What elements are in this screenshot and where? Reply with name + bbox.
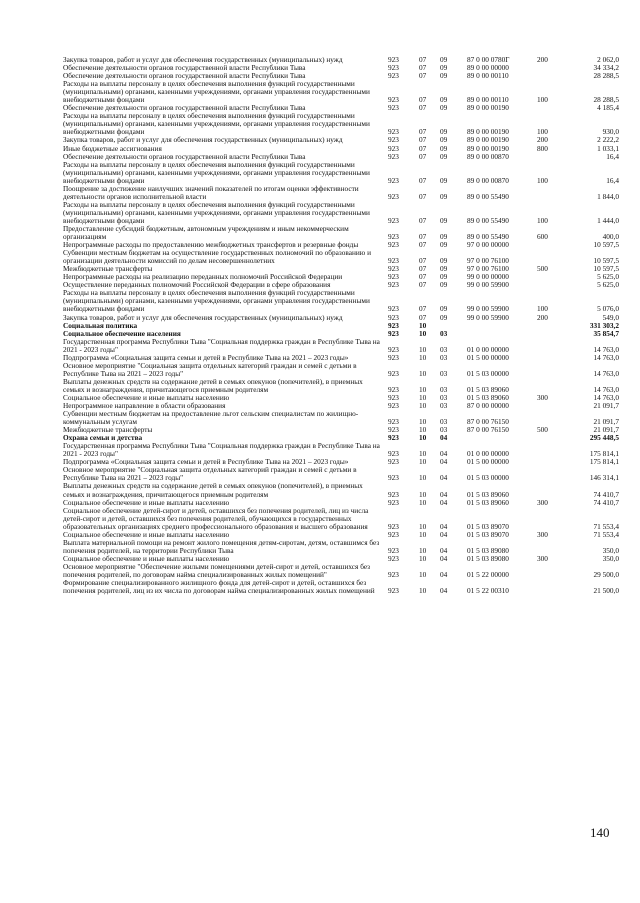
row-name: Непрограммное направление в области образования: [63, 401, 226, 411]
row-razdel: 10: [419, 425, 427, 435]
table-row: [63, 201, 619, 225]
row-sum: 74 410,7: [593, 497, 619, 507]
row-glava: 923: [388, 264, 399, 274]
row-name: Социальное обеспечение населения: [63, 328, 181, 338]
row-razdel: 07: [419, 127, 427, 137]
row-target-article: 89 0 00 00190: [467, 143, 509, 153]
row-target-article: 01 5 22 00000: [467, 570, 509, 579]
row-podrazdel: 04: [440, 570, 448, 579]
table-row: [63, 378, 619, 394]
row-razdel: 07: [419, 143, 427, 153]
row-podrazdel: 03: [440, 344, 448, 354]
row-razdel: 07: [419, 63, 427, 73]
row-name: Расходы на выплаты персоналу в целях обеспечения выполнения функций государственными (муниципальными) органами, казенными учреждениями, органами управления государственными внебюджетными фондами: [63, 111, 370, 137]
row-glava: 923: [388, 240, 399, 250]
row-razdel: 10: [419, 521, 427, 531]
row-sum: 21 500,0: [593, 586, 619, 596]
row-expense-type: 300: [537, 497, 548, 507]
row-sum: 34 334,2: [593, 63, 619, 73]
row-podrazdel: 04: [440, 521, 448, 531]
row-glava: 923: [388, 344, 399, 354]
row-razdel: 07: [419, 312, 427, 322]
row-glava: 923: [388, 553, 399, 563]
row-razdel: 07: [419, 264, 427, 274]
row-name: Основное мероприятие "Обеспечение жилыми помещениями детей-сирот и детей, оставшихся без попечения родителей, по договорам найма специализированных жилых помещений": [63, 561, 371, 579]
row-sum: 175 814,1: [589, 457, 619, 467]
row-sum: 10 597,5: [593, 240, 619, 250]
row-sum: 16,4: [606, 175, 619, 185]
row-sum: 71 553,4: [593, 521, 619, 531]
row-razdel: 10: [419, 553, 427, 563]
row-glava: 923: [388, 95, 399, 105]
row-sum: 4 185,4: [597, 103, 619, 113]
row-glava: 923: [388, 529, 399, 539]
row-target-article: 87 0 00 76150: [467, 425, 509, 435]
row-glava: 923: [388, 497, 399, 507]
row-podrazdel: 03: [440, 425, 448, 435]
row-sum: 350,0: [602, 553, 619, 563]
row-name: Закупка товаров, работ и услуг для обеспечения государственных (муниципальных) нужд: [63, 312, 343, 322]
row-glava: 923: [388, 127, 399, 137]
row-razdel: 10: [419, 320, 427, 330]
row-target-article: 01 0 00 00000: [467, 344, 509, 354]
row-podrazdel: 09: [440, 256, 448, 266]
row-razdel: 07: [419, 95, 427, 105]
row-sum: 1 844,0: [597, 191, 619, 201]
row-sum: 331 303,2: [589, 320, 619, 330]
row-glava: 923: [388, 352, 399, 362]
row-sum: 1 033,1: [597, 143, 619, 153]
row-glava: 923: [388, 368, 399, 378]
row-podrazdel: 09: [440, 191, 448, 201]
row-podrazdel: 04: [440, 449, 448, 459]
row-expense-type: 100: [537, 95, 548, 105]
row-sum: 400,0: [602, 232, 619, 242]
row-glava: 923: [388, 433, 399, 443]
row-podrazdel: 03: [440, 384, 448, 394]
row-razdel: 07: [419, 272, 427, 282]
row-expense-type: 100: [537, 215, 548, 225]
row-glava: 923: [388, 256, 399, 266]
row-sum: 2 222,2: [597, 135, 619, 145]
row-razdel: 10: [419, 570, 427, 579]
row-target-article: 01 5 03 00000: [467, 368, 509, 378]
row-razdel: 07: [419, 256, 427, 266]
row-glava: 923: [388, 320, 399, 330]
row-sum: 5 076,0: [597, 304, 619, 314]
row-sum: 146 314,1: [589, 473, 619, 483]
row-podrazdel: 09: [440, 95, 448, 105]
row-target-article: 89 0 00 00870: [467, 175, 509, 185]
row-podrazdel: 09: [440, 175, 448, 185]
row-glava: 923: [388, 175, 399, 185]
row-glava: 923: [388, 328, 399, 338]
row-glava: 923: [388, 392, 399, 402]
row-glava: 923: [388, 473, 399, 483]
table-row: [63, 112, 619, 136]
row-podrazdel: 09: [440, 240, 448, 250]
row-expense-type: 200: [537, 312, 548, 322]
row-name: Иные бюджетные ассигнования: [63, 143, 162, 153]
row-name: Субвенции местным бюджетам на предоставление льгот сельским специалистам по жилищно-коммунальным услугам: [63, 409, 359, 427]
row-razdel: 07: [419, 232, 427, 242]
row-razdel: 07: [419, 280, 427, 290]
row-razdel: 07: [419, 103, 427, 113]
row-expense-type: 300: [537, 529, 548, 539]
row-name: Выплаты денежных средств на содержание детей в семьях опекунов (попечителей), в приемных семьях и вознаграждения, причитающегося приемным родителям: [63, 376, 363, 394]
row-glava: 923: [388, 103, 399, 113]
table-row: [63, 249, 619, 265]
row-target-article: 01 5 00 00000: [467, 457, 509, 467]
row-name: Социальное обеспечение и иные выплаты населению: [63, 529, 230, 539]
row-razdel: 07: [419, 71, 427, 81]
row-razdel: 10: [419, 344, 427, 354]
row-sum: 14 763,0: [593, 384, 619, 394]
table-row: [63, 507, 619, 531]
row-glava: 923: [388, 489, 399, 499]
row-glava: 923: [388, 401, 399, 411]
row-podrazdel: 04: [440, 497, 448, 507]
row-sum: 28 288,5: [593, 95, 619, 105]
row-name: Субвенции местным бюджетам на осуществление государственных полномочий по образованию и организации деятельности комиссий по делам несовершеннолетних: [63, 248, 371, 266]
row-name: Расходы на выплаты персоналу в целях обеспечения выполнения функций государственными (муниципальными) органами, казенными учреждениями, органами управления государственными внебюджетными фондами: [63, 288, 370, 314]
row-sum: 5 625,0: [597, 272, 619, 282]
row-razdel: 10: [419, 417, 427, 427]
row-podrazdel: 03: [440, 368, 448, 378]
row-name: Формирование специализированного жилищного фонда для детей-сирот и детей, оставшихся без попечения родителей, лиц из их числа по договорам найма специализированных жилых помещений: [63, 578, 375, 596]
row-target-article: 01 5 03 89060: [467, 384, 509, 394]
row-glava: 923: [388, 586, 399, 596]
row-name: Обеспечение деятельности органов государственной власти Республики Тыва: [63, 103, 306, 113]
row-expense-type: 100: [537, 127, 548, 137]
row-name: Обеспечение деятельности органов государственной власти Республики Тыва: [63, 63, 306, 73]
row-sum: 29 500,0: [593, 570, 619, 579]
row-razdel: 10: [419, 328, 427, 338]
row-expense-type: 100: [537, 175, 548, 185]
row-glava: 923: [388, 215, 399, 225]
row-razdel: 10: [419, 449, 427, 459]
row-target-article: 01 5 03 00000: [467, 473, 509, 483]
row-name: Основное мероприятие "Социальная защита отдельных категорий граждан и семей с детьми в Республике Тыва на 2021 – 2023 годы": [63, 465, 357, 483]
row-target-article: 01 5 03 89080: [467, 545, 509, 555]
row-target-article: 01 5 03 89070: [467, 521, 509, 531]
table-row: [63, 539, 619, 555]
row-glava: 923: [388, 272, 399, 282]
row-name: Поощрение за достижение наилучших значений показателей по итогам оценки эффективности деятельности органов исполнительной власти: [63, 183, 359, 201]
row-name: Непрограммные расходы на реализацию переданных полномочий Российской Федерации: [63, 272, 343, 282]
row-name: Социальное обеспечение детей-сирот и детей, оставшихся без попечения родителей, лиц из числа детей-сирот и детей, оставшихся без попечения родителей, обучающихся в государственных образовательных организациях среднего профессионального образования и высшего образования: [63, 505, 369, 531]
row-razdel: 07: [419, 151, 427, 161]
row-razdel: 07: [419, 135, 427, 145]
row-sum: 21 091,7: [593, 401, 619, 411]
row-sum: 930,0: [602, 127, 619, 137]
row-sum: 14 763,0: [593, 368, 619, 378]
row-target-article: 01 5 00 00000: [467, 352, 509, 362]
row-podrazdel: 04: [440, 489, 448, 499]
row-podrazdel: 09: [440, 232, 448, 242]
row-podrazdel: 04: [440, 545, 448, 555]
row-target-article: 97 0 00 00000: [467, 240, 509, 250]
row-podrazdel: 09: [440, 264, 448, 274]
row-razdel: 10: [419, 497, 427, 507]
row-podrazdel: 03: [440, 401, 448, 411]
table-row: [63, 80, 619, 104]
row-expense-type: 300: [537, 392, 548, 402]
row-target-article: 89 0 00 55490: [467, 215, 509, 225]
row-name: Расходы на выплаты персоналу в целях обеспечения выполнения функций государственными (муниципальными) органами, казенными учреждениями, органами управления государственными внебюджетными фондами: [63, 199, 370, 225]
row-expense-type: 500: [537, 264, 548, 274]
row-razdel: 10: [419, 352, 427, 362]
table-row: [63, 362, 619, 378]
row-podrazdel: 04: [440, 586, 448, 596]
row-sum: 295 448,5: [589, 433, 619, 443]
row-target-article: 01 5 03 89060: [467, 497, 509, 507]
row-razdel: 10: [419, 401, 427, 411]
row-sum: 5 625,0: [597, 280, 619, 290]
row-podrazdel: 09: [440, 215, 448, 225]
row-target-article: 01 5 03 89060: [467, 392, 509, 402]
row-expense-type: 600: [537, 232, 548, 242]
row-name: Межбюджетные трансферты: [63, 425, 153, 435]
row-sum: 14 763,0: [593, 352, 619, 362]
row-podrazdel: 09: [440, 71, 448, 81]
row-name: Социальная политика: [63, 320, 138, 330]
row-podrazdel: 09: [440, 63, 448, 73]
row-razdel: 10: [419, 473, 427, 483]
row-name: Закупка товаров, работ и услуг для обеспечения государственных (муниципальных) нужд: [63, 135, 343, 145]
row-razdel: 10: [419, 489, 427, 499]
row-target-article: 89 0 00 00110: [467, 71, 509, 81]
row-glava: 923: [388, 521, 399, 531]
row-podrazdel: 09: [440, 312, 448, 322]
row-podrazdel: 09: [440, 151, 448, 161]
row-sum: 10 597,5: [593, 256, 619, 266]
row-podrazdel: 04: [440, 433, 448, 443]
row-name: Государственная программа Республики Тыва "Социальная поддержка граждан в Республике Тыва на 2021 - 2023 годы": [63, 336, 380, 354]
row-razdel: 07: [419, 215, 427, 225]
row-target-article: 89 0 00 00870: [467, 151, 509, 161]
row-sum: 14 763,0: [593, 344, 619, 354]
row-target-article: 87 0 00 76150: [467, 417, 509, 427]
row-name: Выплата материальной помощи на ремонт жилого помещения детям-сиротам, детям, оставшимся без попечения родителей, на территории Республики Тыва: [63, 537, 380, 555]
row-razdel: 07: [419, 240, 427, 250]
row-razdel: 10: [419, 368, 427, 378]
row-name: Расходы на выплаты персоналу в целях обеспечения выполнения функций государственными (муниципальными) органами, казенными учреждениями, органами управления государственными внебюджетными фондами: [63, 79, 370, 105]
row-glava: 923: [388, 384, 399, 394]
table-row: [63, 482, 619, 498]
table-row: [63, 289, 619, 313]
row-razdel: 10: [419, 457, 427, 467]
row-sum: 74 410,7: [593, 489, 619, 499]
row-target-article: 89 0 00 55490: [467, 191, 509, 201]
row-expense-type: 800: [537, 143, 548, 153]
row-target-article: 01 5 22 00310: [467, 586, 509, 596]
row-glava: 923: [388, 232, 399, 242]
row-glava: 923: [388, 55, 399, 64]
row-glava: 923: [388, 143, 399, 153]
row-target-article: 89 0 00 00000: [467, 63, 509, 73]
table-row: [63, 185, 619, 201]
row-name: Выплаты денежных средств на содержание детей в семьях опекунов (попечителей), в приемных семьях и вознаграждения, причитающегося приемным родителям: [63, 481, 363, 499]
row-podrazdel: 04: [440, 553, 448, 563]
row-sum: 35 854,7: [593, 328, 619, 338]
row-razdel: 07: [419, 55, 427, 64]
table-row: [63, 161, 619, 185]
table-row: [63, 225, 619, 241]
row-name: Предоставление субсидий бюджетным, автономным учреждениям и иным некоммерческим организациям: [63, 223, 349, 242]
row-podrazdel: 04: [440, 457, 448, 467]
row-podrazdel: 03: [440, 417, 448, 427]
row-razdel: 07: [419, 304, 427, 314]
row-podrazdel: 09: [440, 280, 448, 290]
row-sum: 71 553,4: [593, 529, 619, 539]
table-row: [63, 338, 619, 354]
row-sum: 350,0: [602, 545, 619, 555]
row-glava: 923: [388, 545, 399, 555]
row-target-article: 99 0 00 00000: [467, 272, 509, 282]
row-razdel: 10: [419, 586, 427, 596]
row-podrazdel: 09: [440, 135, 448, 145]
table-row: [63, 442, 619, 458]
row-podrazdel: 03: [440, 328, 448, 338]
table-row: [63, 410, 619, 426]
row-glava: 923: [388, 151, 399, 161]
row-podrazdel: 04: [440, 529, 448, 539]
page-number: 140: [590, 825, 610, 840]
row-target-article: 97 0 00 76100: [467, 264, 509, 274]
row-sum: 14 763,0: [593, 392, 619, 402]
row-podrazdel: 09: [440, 103, 448, 113]
row-sum: 175 814,1: [589, 449, 619, 459]
row-target-article: 89 0 00 00110: [467, 95, 509, 105]
row-target-article: 01 5 03 89070: [467, 529, 509, 539]
row-expense-type: 300: [537, 553, 548, 563]
row-name: Закупка товаров, работ и услуг для обеспечения государственных (муниципальных) нужд: [63, 55, 343, 64]
row-podrazdel: 03: [440, 392, 448, 402]
row-target-article: 97 0 00 76100: [467, 256, 509, 266]
row-target-article: 87 0 00 0780Г: [467, 55, 510, 64]
row-razdel: 07: [419, 175, 427, 185]
row-podrazdel: 09: [440, 55, 448, 64]
row-podrazdel: 09: [440, 272, 448, 282]
row-expense-type: 500: [537, 425, 548, 435]
row-name: Государственная программа Республики Тыва "Социальная поддержка граждан в Республике Тыва на 2021 - 2023 годы": [63, 441, 380, 459]
row-name: Межбюджетные трансферты: [63, 264, 153, 274]
row-razdel: 10: [419, 545, 427, 555]
row-name: Осуществление переданных полномочий Российской Федерации в сфере образования: [63, 280, 331, 290]
row-target-article: 99 0 00 59900: [467, 280, 509, 290]
row-sum: 16,4: [606, 151, 619, 161]
row-glava: 923: [388, 449, 399, 459]
row-target-article: 89 0 00 00190: [467, 127, 509, 137]
row-razdel: 10: [419, 392, 427, 402]
row-name: Обеспечение деятельности органов государственной власти Республики Тыва: [63, 151, 306, 161]
row-sum: 10 597,5: [593, 264, 619, 274]
row-glava: 923: [388, 417, 399, 427]
row-glava: 923: [388, 457, 399, 467]
row-name: Социальное обеспечение и иные выплаты населению: [63, 553, 230, 563]
row-target-article: 89 0 00 00190: [467, 103, 509, 113]
row-glava: 923: [388, 191, 399, 201]
row-name: Расходы на выплаты персоналу в целях обеспечения выполнения функций государственными (муниципальными) органами, казенными учреждениями, органами управления государственными внебюджетными фондами: [63, 159, 370, 185]
row-target-article: 01 0 00 00000: [467, 449, 509, 459]
row-target-article: 01 5 03 89080: [467, 553, 509, 563]
row-sum: 21 091,7: [593, 417, 619, 427]
budget-table: [63, 56, 619, 595]
row-sum: 549,0: [602, 312, 619, 322]
row-target-article: 89 0 00 00190: [467, 135, 509, 145]
row-name: Социальное обеспечение и иные выплаты населению: [63, 497, 230, 507]
row-podrazdel: 03: [440, 352, 448, 362]
row-target-article: 99 0 00 59900: [467, 304, 509, 314]
row-name: Охрана семьи и детства: [63, 433, 143, 443]
row-glava: 923: [388, 304, 399, 314]
row-sum: 28 288,5: [593, 71, 619, 81]
row-name: Непрограммные расходы по предоставлению межбюджетных трансфертов и резервные фонды: [63, 240, 359, 250]
row-expense-type: 200: [537, 55, 548, 64]
row-podrazdel: 09: [440, 304, 448, 314]
row-name: Подпрограмма «Социальная защита семьи и детей в Республике Тыва на 2021 – 2023 годы»: [63, 352, 349, 362]
row-razdel: 10: [419, 384, 427, 394]
row-name: Подпрограмма «Социальная защита семьи и детей в Республике Тыва на 2021 – 2023 годы»: [63, 457, 349, 467]
row-glava: 923: [388, 71, 399, 81]
row-target-article: 89 0 00 55490: [467, 232, 509, 242]
row-podrazdel: 04: [440, 473, 448, 483]
row-name: Обеспечение деятельности органов государственной власти Республики Тыва: [63, 71, 306, 81]
row-sum: 21 091,7: [593, 425, 619, 435]
row-name: Основное мероприятие "Социальная защита отдельных категорий граждан и семей с детьми в Республике Тыва на 2021 – 2023 годы": [63, 360, 357, 378]
row-glava: 923: [388, 425, 399, 435]
row-glava: 923: [388, 570, 399, 579]
row-razdel: 07: [419, 191, 427, 201]
row-glava: 923: [388, 135, 399, 145]
table-row: [63, 314, 619, 322]
row-glava: 923: [388, 280, 399, 290]
row-target-article: 99 0 00 59900: [467, 312, 509, 322]
row-expense-type: 200: [537, 135, 548, 145]
table-row: [63, 579, 619, 595]
row-expense-type: 100: [537, 304, 548, 314]
row-name: Социальное обеспечение и иные выплаты населению: [63, 392, 230, 402]
table-row: [63, 426, 619, 434]
row-sum: 2 062,0: [597, 55, 619, 64]
table-row: [63, 563, 619, 579]
row-razdel: 10: [419, 433, 427, 443]
row-razdel: 10: [419, 529, 427, 539]
row-glava: 923: [388, 63, 399, 73]
row-podrazdel: 09: [440, 127, 448, 137]
row-target-article: 87 0 00 00000: [467, 401, 509, 411]
table-row: [63, 466, 619, 482]
row-glava: 923: [388, 312, 399, 322]
row-target-article: 01 5 03 89060: [467, 489, 509, 499]
row-sum: 1 444,0: [597, 215, 619, 225]
row-podrazdel: 09: [440, 143, 448, 153]
